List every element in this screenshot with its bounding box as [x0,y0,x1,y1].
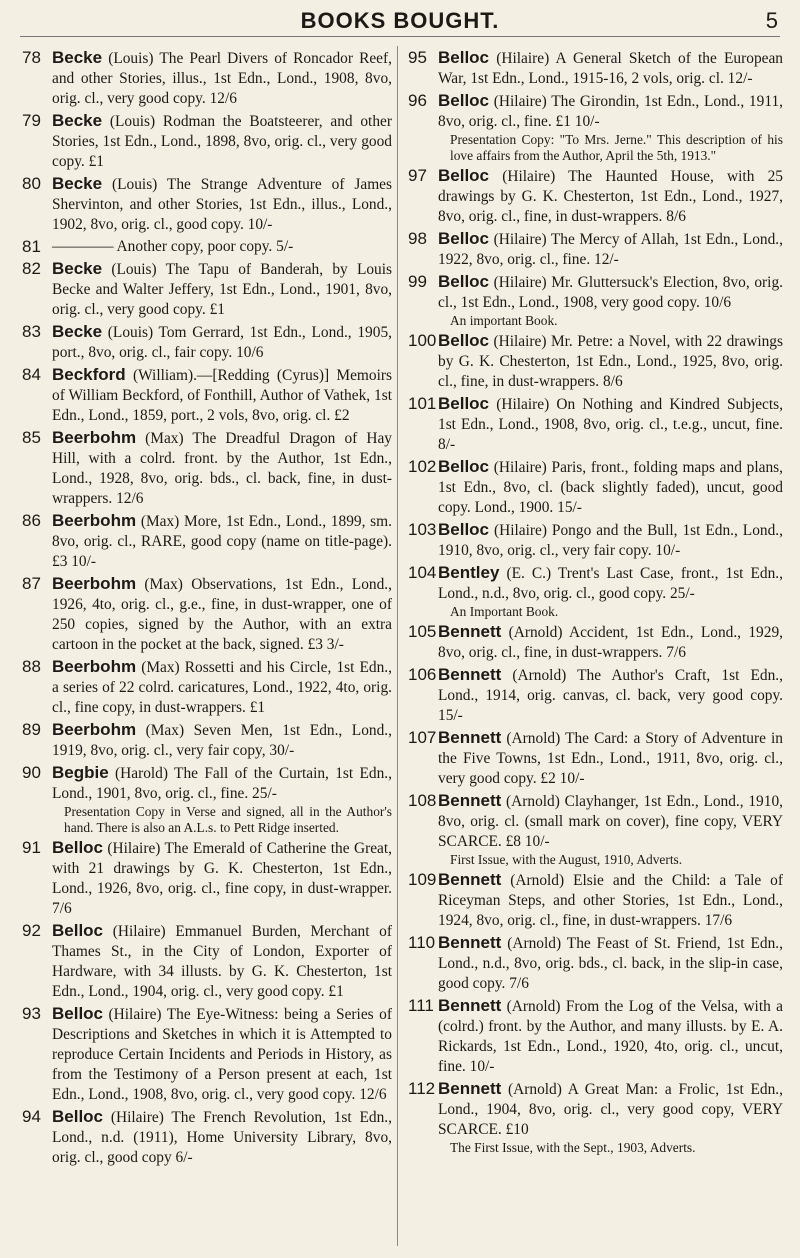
entry-number: 85 [22,428,41,447]
entry-number: 80 [22,174,41,193]
entry-text: (Hilaire) The Eye-Witness: being a Series of Descriptions and Sketches in which it is Attempted to reproduce Certain Incidents and Periods in History, as from the Testimony of a Person present at each, 1st Edn., Lond., 1908, 8vo, orig. cl., very good copy. 12/6 [52,1006,392,1103]
entry-author: Beerbohm [52,574,137,593]
catalogue-entry [408,48,783,89]
catalogue-entry [22,763,392,836]
entry-number: 94 [22,1107,41,1126]
entry-author: Belloc [438,394,490,413]
entry-text: (Arnold) A Great Man: a Frolic, 1st Edn., Lond., 1904, 8vo, orig. cl., very good copy, VERY SCARCE. £10 [438,1081,783,1138]
entry-number: 91 [22,838,41,857]
entry-author: Bennett [438,665,502,684]
entry-text: (E. C.) Trent's Last Case, front., 1st Edn., Lond., n.d., 8vo, orig. cl., good copy. 25/- [438,565,783,602]
catalogue-entry [22,322,392,363]
entry-text: (Hilaire) Paris, front., folding maps and plans, 1st Edn., 8vo, cl. (back slightly faded), uncut, good copy. Lond., 1900. 15/- [438,459,783,516]
catalogue-entry [408,394,783,455]
entry-text: (Hilaire) The Emerald of Catherine the Great, with 21 drawings by G. K. Chesterton, 1st Edn., Lond., 1926, 8vo, orig. cl., fine copy, in dust-wrapper. 7/6 [52,840,392,917]
catalogue-entry [22,111,392,172]
entry-number: 87 [22,574,41,593]
right-column [408,48,783,1158]
catalogue-entry [408,791,783,868]
catalogue-entry [408,933,783,994]
page-title: BOOKS BOUGHT. [300,8,500,33]
catalogue-entry [22,511,392,572]
entry-text: (Hilaire) The Haunted House, with 25 drawings by G. K. Chesterton, 1st Edn., Lond., 1927, 8vo, orig. cl., fine, in dust-wrappers. 8/6 [438,168,783,225]
entry-author: Becke [52,174,103,193]
entry-number: 102 [408,457,437,476]
entry-number: 107 [408,728,437,747]
entry-author: Bennett [438,791,502,810]
entry-author: Belloc [438,331,490,350]
column-divider [397,46,398,1246]
entry-text: ———— Another copy, poor copy. 5/- [52,238,294,255]
entry-author: Belloc [438,91,490,110]
entry-number: 98 [408,229,427,248]
entry-author: Bennett [438,996,502,1015]
entry-text: (Hilaire) On Nothing and Kindred Subjects, 1st Edn., Lond., 1908, 8vo, orig. cl., t.e.g., uncut, fine. 8/- [438,396,783,453]
entry-text: (Arnold) Accident, 1st Edn., Lond., 1929, 8vo, orig. cl., fine, in dust-wrappers. 7/6 [438,624,783,661]
page-header [0,6,800,36]
entry-text: (Max) Observations, 1st Edn., Lond., 1926, 4to, orig. cl., g.e., fine, in dust-wrapper, one of 250 copies, signed by the Author, with an extra cartoon in the pocket at the back, signed. £3 3/- [52,576,392,653]
entry-text: (Max) The Dreadful Dragon of Hay Hill, with a colrd. front. by the Author, 1st Edn., Lond., 1928, 8vo, orig. bds., cl. back, fine, in dust-wrappers. 12/6 [52,430,392,507]
catalogue-entry [22,259,392,320]
catalogue-entry [408,1079,783,1156]
entry-text: (Arnold) The Feast of St. Friend, 1st Edn., Lond., n.d., 8vo, orig. bds., cl. back, in the slip-in case, good copy. 7/6 [438,935,783,992]
entry-number: 81 [22,237,41,256]
entry-author: Belloc [52,1004,104,1023]
catalogue-entry [408,728,783,789]
entry-text: (Louis) The Strange Adventure of James Shervinton, and other Stories, 1st Edn., illus., Lond., 1902, 8vo, orig. cl., good copy. 10/- [52,176,392,233]
entry-number: 84 [22,365,41,384]
catalogue-entry [408,996,783,1077]
entry-number: 82 [22,259,41,278]
entry-text: (Hilaire) A General Sketch of the European War, 1st Edn., Lond., 1915-16, 2 vols, orig. cl. 12/- [438,50,783,87]
entry-author: Bennett [438,728,502,747]
entry-number: 103 [408,520,437,539]
entry-number: 112 [408,1079,436,1098]
page-number: 5 [765,8,778,33]
entry-text: (Hilaire) The Girondin, 1st Edn., Lond., 1911, 8vo, orig. cl., fine. £1 10/- [438,93,783,130]
catalogue-entry [408,331,783,392]
catalogue-entry [22,365,392,426]
entry-author: Bennett [438,933,502,952]
entry-text: (Max) Rossetti and his Circle, 1st Edn., a series of 22 colrd. caricatures, Lond., 1922, 4to, orig. cl., fine copy, in dust-wrappers. £1 [52,659,392,716]
entry-number: 105 [408,622,437,641]
entry-author: Becke [52,48,103,67]
entry-author: Bennett [438,870,502,889]
entry-number: 109 [408,870,437,889]
entry-number: 111 [408,996,434,1015]
catalogue-entry [408,272,783,329]
catalogue-entry [22,720,392,761]
entry-text: (Arnold) The Author's Craft, 1st Edn., Lond., 1914, orig. canvas, cl. back, very good copy. 15/- [438,667,783,724]
entry-text: (Louis) Rodman the Boatsteerer, and other Stories, 1st Edn., Lond., 1898, 8vo, orig. cl., very good copy. £1 [52,113,392,170]
entry-note: An important Book. [450,313,558,328]
entry-note: Presentation Copy in Verse and signed, all in the Author's hand. There is also an A.L.s. to Pett Ridge inserted. [64,804,392,835]
entry-author: Bennett [438,622,502,641]
entry-number: 90 [22,763,41,782]
entry-number: 93 [22,1004,41,1023]
entry-author: Belloc [52,921,104,940]
entry-author: Becke [52,111,103,130]
entry-number: 86 [22,511,41,530]
entry-text: (Louis) The Pearl Divers of Roncador Reef, and other Stories, illus., 1st Edn., Lond., 1908, 8vo, orig. cl., very good copy. 12/6 [52,50,392,107]
entry-author: Beerbohm [52,428,137,447]
entry-text: (Louis) Tom Gerrard, 1st Edn., Lond., 1905, port., 8vo, orig. cl., fair copy. 10/6 [52,324,392,361]
catalogue-entry [22,838,392,919]
catalogue-entry [408,870,783,931]
entry-author: Beerbohm [52,657,137,676]
entry-author: Becke [52,259,103,278]
entry-author: Belloc [438,229,490,248]
entry-text: (Max) More, 1st Edn., Lond., 1899, sm. 8vo, orig. cl., RARE, good copy (name on title-page). £3 10/- [52,513,392,570]
entry-author: Bentley [438,563,500,582]
entry-text: (Max) Seven Men, 1st Edn., Lond., 1919, 8vo, orig. cl., very fair copy, 30/- [52,722,392,759]
entry-text: (Arnold) From the Log of the Velsa, with a (colrd.) front. by the Author, and many illusts. by E. A. Rickards, 1st Edn., Lond., 1920, 4to, orig. cl., uncut, fine. 10/- [438,998,783,1075]
catalogue-entry [22,174,392,235]
entry-author: Belloc [438,48,490,67]
entry-number: 89 [22,720,41,739]
entry-author: Becke [52,322,103,341]
entry-text: (Arnold) Elsie and the Child: a Tale of Riceyman Steps, and other Stories, 1st Edn., Lond., 1924, 8vo, orig. cl., fine, in dust-wrappers. 17/6 [438,872,783,929]
catalogue-entry [22,574,392,655]
catalogue-entry [22,1107,392,1168]
entry-number: 88 [22,657,41,676]
entry-author: Belloc [438,166,490,185]
catalogue-entry [408,229,783,270]
entry-text: (Louis) The Tapu of Banderah, by Louis Becke and Walter Jeffery, 1st Edn., Lond., 1901, 8vo, orig. cl., very good copy. £1 [52,261,392,318]
entry-text: (Hilaire) The French Revolution, 1st Edn., Lond., n.d. (1911), Home University Library, 8vo, orig. cl., good copy 6/- [52,1109,392,1166]
entry-author: Beerbohm [52,720,137,739]
catalogue-entry [22,428,392,509]
entry-number: 110 [408,933,436,952]
entry-note: The First Issue, with the Sept., 1903, Adverts. [450,1140,696,1155]
entry-author: Bennett [438,1079,502,1098]
entry-number: 83 [22,322,41,341]
entry-note: An Important Book. [450,604,559,619]
catalogue-entry [22,657,392,718]
entry-text: (Hilaire) Mr. Petre: a Novel, with 22 drawings by G. K. Chesterton, 1st Edn., Lond., 1925, 8vo, orig. cl., fine, in dust-wrappers. 8/6 [438,333,783,390]
entry-number: 101 [408,394,437,413]
entry-author: Belloc [438,272,490,291]
entry-text: (Arnold) The Card: a Story of Adventure in the Five Towns, 1st Edn., Lond., 1911, 8vo, orig. cl., very good copy. £2 10/- [438,730,783,787]
entry-text: (Harold) The Fall of the Curtain, 1st Edn., Lond., 1901, 8vo, orig. cl., fine. 25/- [52,765,392,802]
catalogue-entry [22,921,392,1002]
header-rule [20,36,780,37]
catalogue-entry [408,520,783,561]
entry-note: Presentation Copy: "To Mrs. Jerne." This description of his love affairs from the Author, April the 5th, 1913." [450,132,783,163]
entry-text: (Arnold) Clayhanger, 1st Edn., Lond., 1910, 8vo, orig. cl. (small mark on cover), fine copy, VERY SCARCE. £8 10/- [438,793,783,850]
entry-text: (William).—[Redding (Cyrus)] Memoirs of William Beckford, of Fonthill, Author of Vathek, 1st Edn., Lond., 1859, port., 2 vols, 8vo, orig. cl. £2 [52,367,392,424]
catalogue-entry [408,622,783,663]
entry-author: Belloc [438,520,490,539]
entry-number: 92 [22,921,41,940]
catalogue-entry [408,665,783,726]
entry-number: 106 [408,665,437,684]
catalogue-entry [22,237,392,257]
catalogue-entry [408,91,783,164]
entry-text: (Hilaire) Emmanuel Burden, Merchant of Thames St., in the City of London, Exporter of Hardware, with 34 illusts. by G. K. Chesterton, 1st Edn., Lond., 1904, orig. cl., very good copy. £1 [52,923,392,1000]
entry-number: 100 [408,331,437,350]
entry-number: 104 [408,563,437,582]
catalogue-entry [408,457,783,518]
entry-author: Beerbohm [52,511,137,530]
entry-number: 96 [408,91,427,110]
entry-note: First Issue, with the August, 1910, Adverts. [450,852,683,867]
entry-number: 108 [408,791,437,810]
entry-author: Beckford [52,365,126,384]
entry-text: (Hilaire) Mr. Gluttersuck's Election, 8vo, orig. cl., 1st Edn., Lond., 1908, very good copy. 10/6 [438,274,783,311]
entry-number: 95 [408,48,427,67]
entry-author: Belloc [52,838,104,857]
catalogue-entry [22,1004,392,1105]
entry-number: 79 [22,111,41,130]
entry-number: 99 [408,272,427,291]
entry-number: 97 [408,166,427,185]
entry-text: (Hilaire) Pongo and the Bull, 1st Edn., Lond., 1910, 8vo, orig. cl., very fair copy. 10/- [438,522,783,559]
entry-number: 78 [22,48,41,67]
catalogue-entry [22,48,392,109]
left-column [22,48,392,1170]
catalogue-entry [408,563,783,620]
entry-author: Belloc [438,457,490,476]
entry-author: Belloc [52,1107,104,1126]
catalogue-entry [408,166,783,227]
entry-author: Begbie [52,763,109,782]
entry-text: (Hilaire) The Mercy of Allah, 1st Edn., Lond., 1922, 8vo, orig. cl., fine. 12/- [438,231,783,268]
